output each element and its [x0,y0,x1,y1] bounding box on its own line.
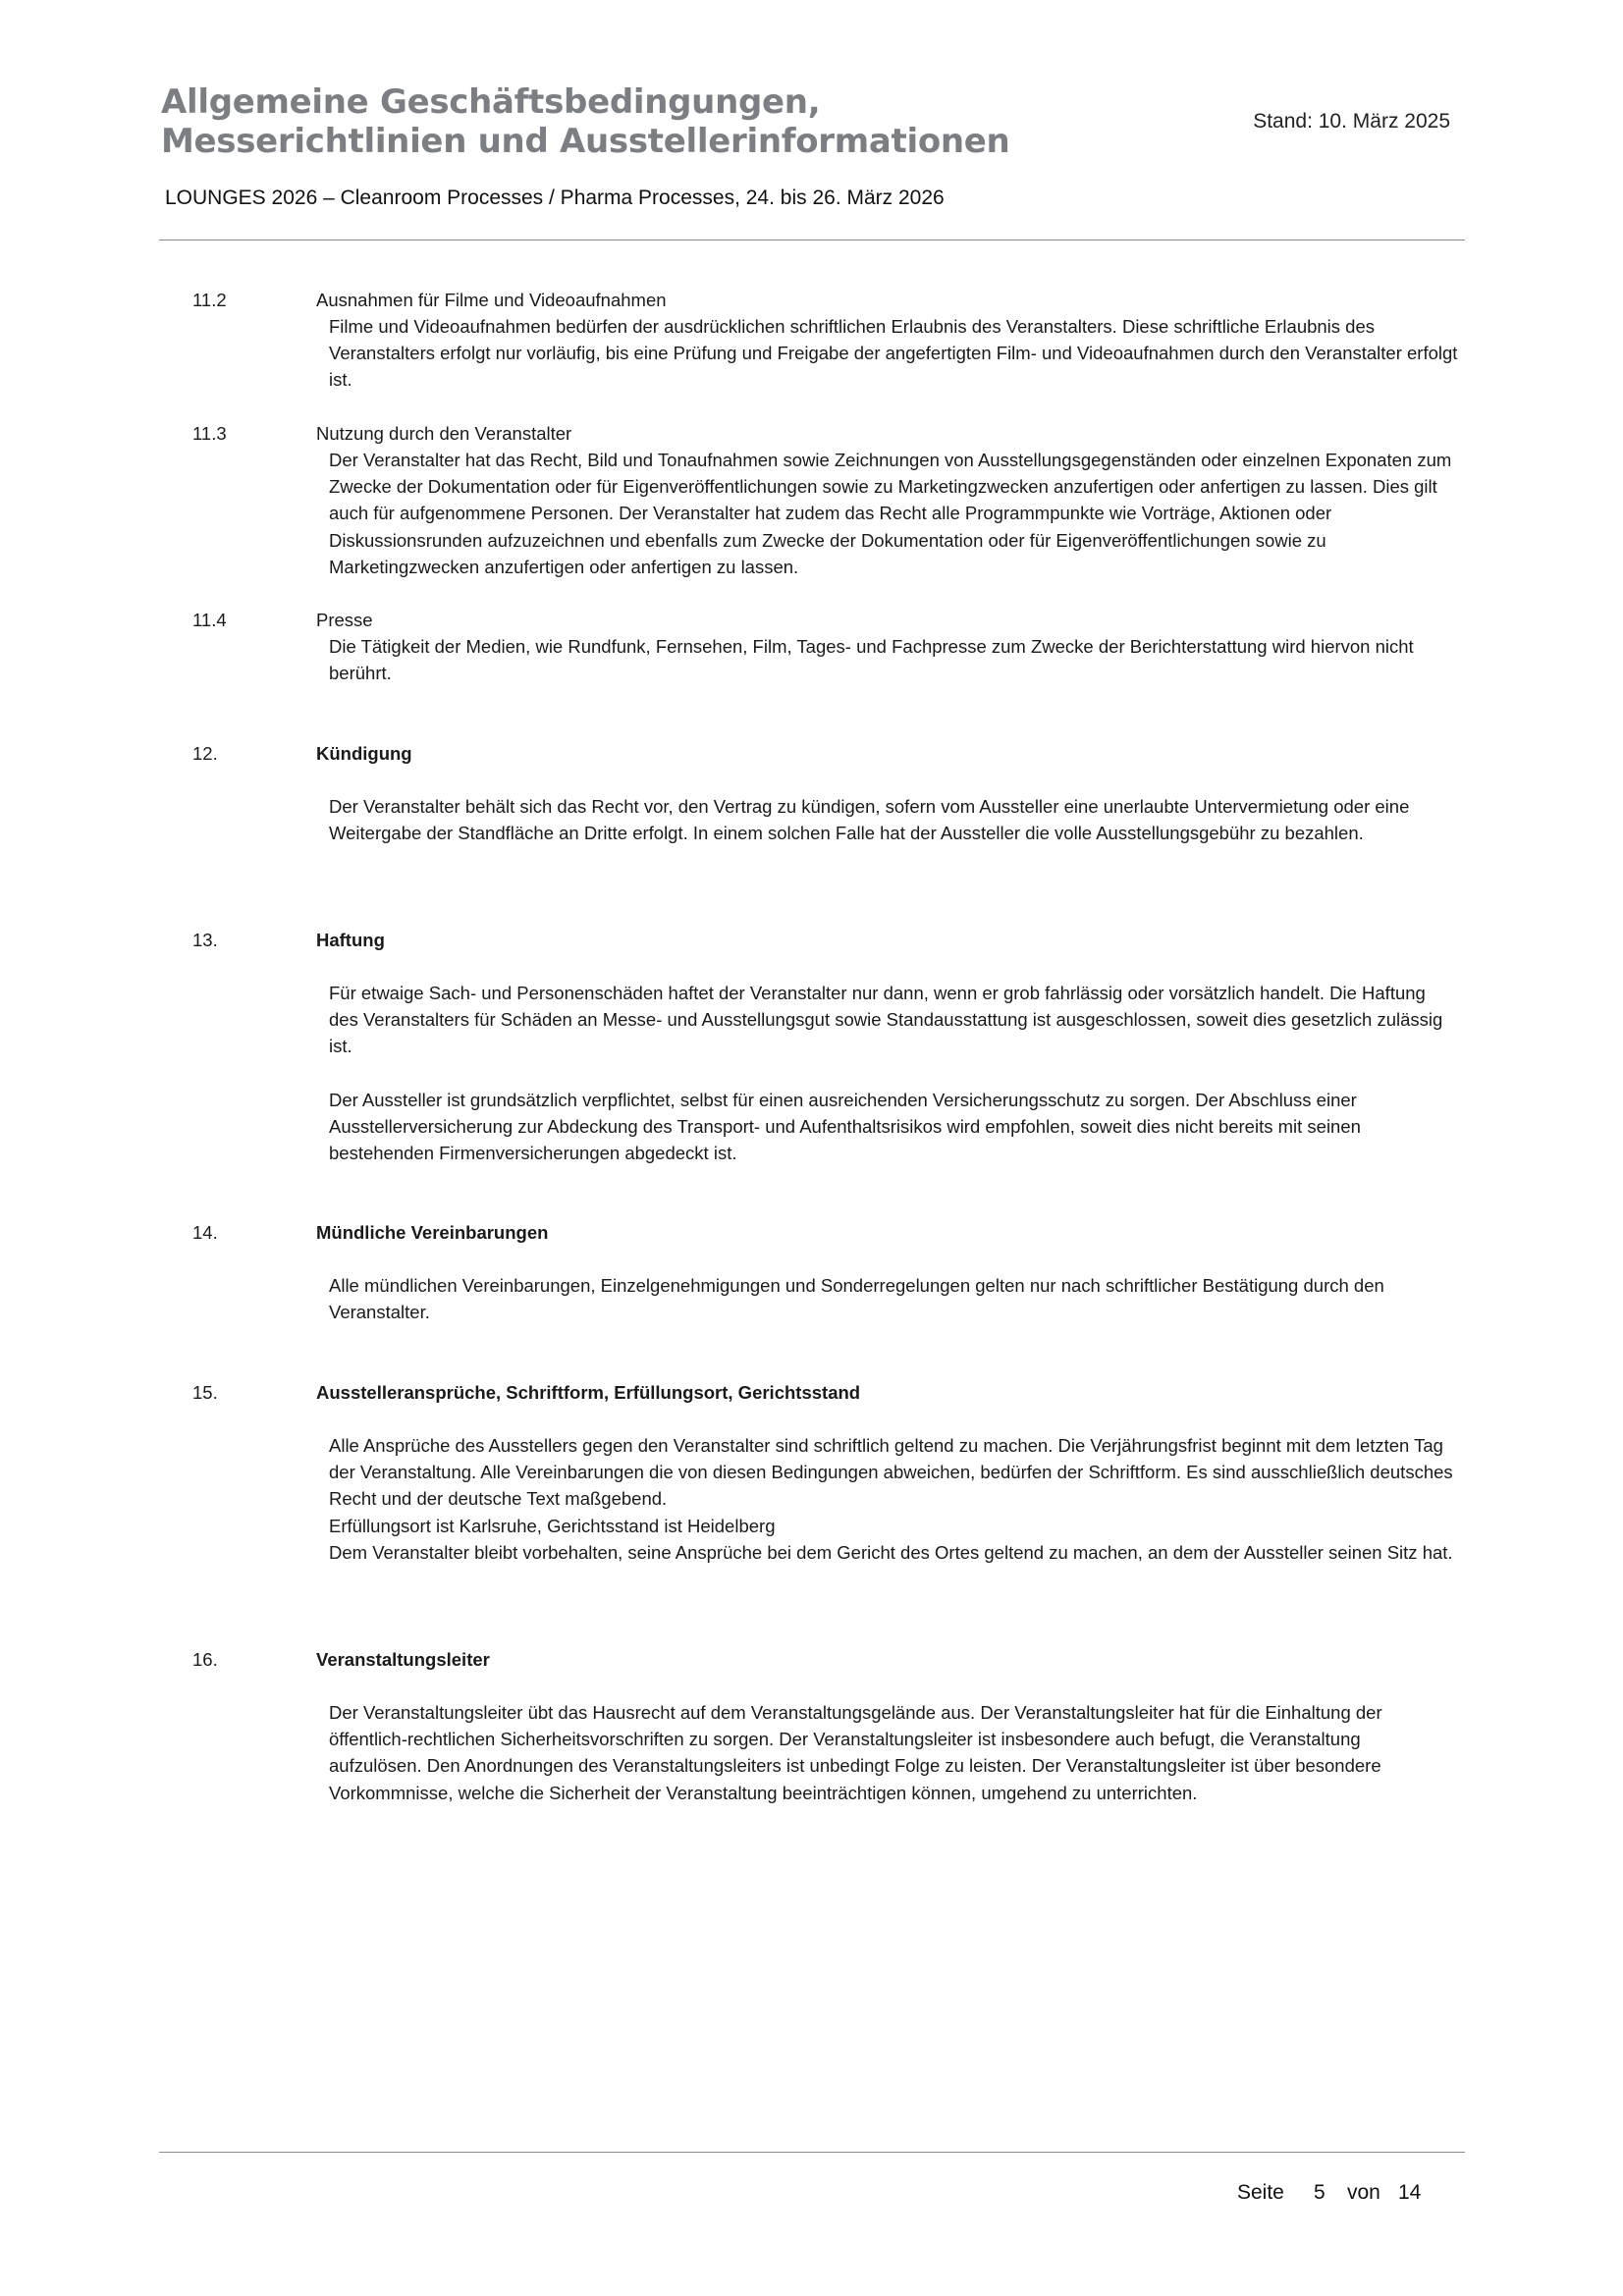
page-number [1237,2181,1421,2205]
section-heading: Kündigung [316,743,412,764]
section-text [329,313,1458,394]
paragraph: Der Veranstalter behält sich das Recht vor, den Vertrag zu kündigen, sofern vom Aussteller eine unerlaubte Untervermietung oder eine Weitergabe der Standfläche an Dritte erfolgt. In einem solchen Falle hat der Aussteller die volle Ausstellungsgebühr zu bezahlen. [329,796,1410,844]
document-title-line-2: Messerichtlinien und Ausstellerinformationen [161,122,1010,161]
section-text [329,793,1458,846]
current-page: 5 [1314,2181,1325,2204]
section-number: 14. [192,1222,218,1243]
document-date: Stand: 10. März 2025 [1253,110,1450,133]
paragraph: Die Tätigkeit der Medien, wie Rundfunk, Fernsehen, Film, Tages- und Fachpresse zum Zwecke der Berichterstattung wird hiervon nicht berührt. [329,636,1414,684]
section-heading: Nutzung durch den Veranstalter [316,423,572,444]
paragraph: Der Veranstalter hat das Recht, Bild und Tonaufnahmen sowie Zeichnungen von Ausstellungsgegenständen oder einzelnen Exponaten zum Zwecke der Dokumentation oder für Eigenveröffentlichungen sowie zu Marketingzwecken anzufertigen oder anfertigen zu lassen. Dies gilt auch für aufgenommene Personen. Der Veranstalter hat zudem das Recht alle Programmpunkte wie Vorträge, Aktionen oder Diskussionsrunden aufzuzeichnen und ebenfalls zum Zwecke der Dokumentation oder für Eigenveröffentlichungen sowie zu Marketingzwecken anzufertigen oder anfertigen zu lassen. [329,450,1452,577]
section-number: 16. [192,1649,218,1670]
section-number: 15. [192,1382,218,1403]
section-heading: Mündliche Vereinbarungen [316,1222,549,1243]
section-text [329,447,1458,580]
section-number: 12. [192,743,218,764]
section-text [329,1272,1458,1325]
paragraph: Alle mündlichen Vereinbarungen, Einzelgenehmigungen und Sonderregelungen gelten nur nach schriftlicher Bestätigung durch den Veranstalter. [329,1275,1384,1323]
paragraph: Erfüllungsort ist Karlsruhe, Gerichtsstand ist Heidelberg [329,1515,776,1536]
paragraph: Für etwaige Sach- und Personenschäden haftet der Veranstalter nur dann, wenn er grob fahrlässig oder vorsätzlich handelt. Die Haftung des Veranstalters für Schäden an Messe- und Ausstellungsgut sowie Standausstattung ist ausgeschlossen, soweit dies gesetzlich zulässig ist. [329,983,1443,1057]
section-heading: Presse [316,610,373,630]
event-subtitle: LOUNGES 2026 – Cleanroom Processes / Pharma Processes, 24. bis 26. März 2026 [165,187,945,209]
paragraph: Filme und Videoaufnahmen bedürfen der ausdrücklichen schriftlichen Erlaubnis des Veranstalters. Diese schriftliche Erlaubnis des Veranstalters erfolgt nur vorläufig, bis eine Prüfung und Freigabe der angefertigten Film- und Videoaufnahmen durch den Veranstalter erfolgt ist. [329,316,1458,391]
document-title-line-1: Allgemeine Geschäftsbedingungen, [161,82,821,122]
paragraph: Alle Ansprüche des Ausstellers gegen den Veranstalter sind schriftlich geltend zu machen. Die Verjährungsfrist beginnt mit dem letzten Tag der Veranstaltung. Alle Vereinbarungen die von diesen Bedingungen abweichen, bedürfen der Schriftform. Es sind ausschließlich deutsches Recht und der deutsche Text maßgebend. [329,1435,1453,1510]
section-text [329,1432,1458,1566]
section-heading: Ausstelleransprüche, Schriftform, Erfüllungsort, Gerichtsstand [316,1382,861,1403]
section-heading: Haftung [316,930,385,950]
section-number: 11.3 [192,423,227,444]
page-of-label: von [1347,2181,1380,2204]
section-heading: Veranstaltungsleiter [316,1649,490,1670]
section-heading: Ausnahmen für Filme und Videoaufnahmen [316,290,667,310]
section-number: 13. [192,930,218,950]
section-text [329,633,1458,686]
total-pages: 14 [1398,2181,1422,2204]
section-text [329,1699,1458,1806]
document-title [161,82,1045,161]
paragraph: Dem Veranstalter bleibt vorbehalten, seine Ansprüche bei dem Gericht des Ortes geltend zu machen, an dem der Aussteller seinen Sitz hat. [329,1541,1453,1563]
paragraph: Der Veranstaltungsleiter übt das Hausrecht auf dem Veranstaltungsgelände aus. Der Veranstaltungsleiter hat für die Einhaltung der öffentlich-rechtlichen Sicherheitsvorschriften zu sorgen. Der Veranstaltungsleiter ist insbesondere auch befugt, die Veranstaltung aufzulösen. Den Anordnungen des Veranstaltungsleiters ist unbedingt Folge zu leisten. Der Veranstaltungsleiter ist über besondere Vorkommnisse, welche die Sicherheit der Veranstaltung beeinträchtigen können, umgehend zu unterrichten. [329,1702,1382,1803]
section-number: 11.2 [192,290,227,310]
paragraph: Der Aussteller ist grundsätzlich verpflichtet, selbst für einen ausreichenden Versicherungsschutz zu sorgen. Der Abschluss einer Ausstellerversicherung zur Abdeckung des Transport- und Aufenthaltsrisikos wird empfohlen, soweit dies nicht bereits mit seinen bestehenden Firmenversicherungen abgedeckt ist. [329,1089,1361,1164]
section-text [329,980,1458,1166]
section-number: 11.4 [192,610,227,630]
footer-divider [159,2152,1465,2153]
page-label: Seite [1237,2181,1284,2204]
